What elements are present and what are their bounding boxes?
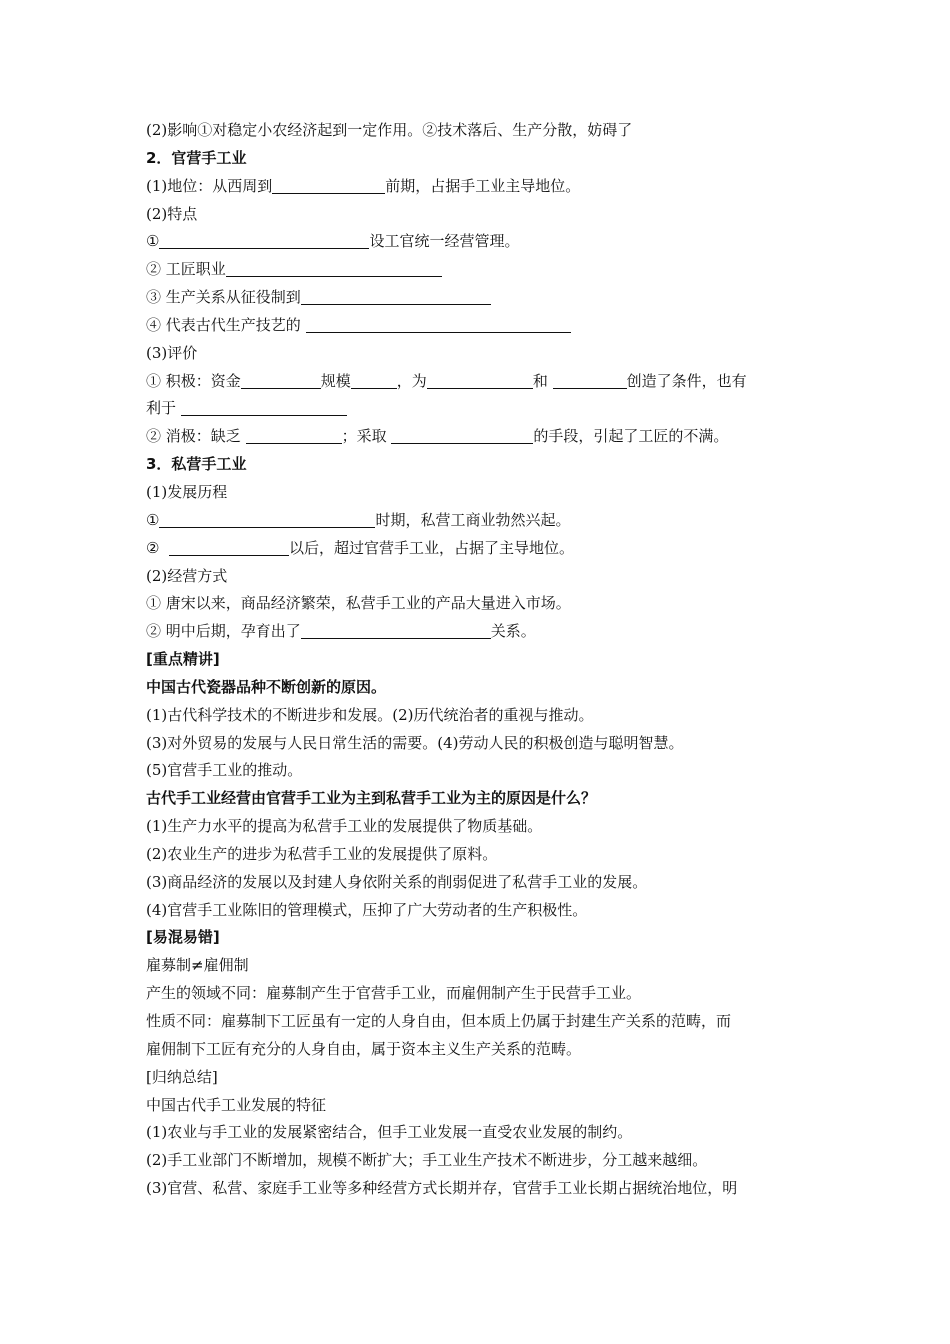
text-segment: ，为 <box>396 371 427 390</box>
text-line: 中国古代手工业发展的特征 <box>146 1095 327 1114</box>
text-line: (2)手工业部门不断增加，规模不断扩大；手工业生产技术不断进步，分工越来越细。 <box>146 1151 708 1170</box>
text-line: (1)农业与手工业的发展紧密结合，但手工业发展一直受农业发展的制约。 <box>146 1123 633 1142</box>
fill-blank[interactable] <box>301 621 491 639</box>
text-segment: ② 明中后期，孕育出了 <box>146 622 301 641</box>
text-segment: 时期，私营工商业勃然兴起。 <box>375 510 571 529</box>
text-line: (2)影响①对稳定小农经济起到一定作用。②技术落后、生产分散，妨碍了 <box>146 121 633 139</box>
text-line <box>146 312 810 340</box>
text-segment: 创造了条件，也有 <box>626 371 747 390</box>
fill-blank[interactable] <box>181 398 347 416</box>
fill-blank[interactable] <box>306 315 571 333</box>
text-segment: 的手段，引起了工匠的不满。 <box>533 427 729 446</box>
text-line: (3)官营、私营、家庭手工业等多种经营方式长期并存，官营手工业长期占据统治地位，明 <box>146 1179 738 1198</box>
fill-blank[interactable] <box>159 510 375 528</box>
section-heading: 2．官营手工业 <box>146 148 247 167</box>
text-line <box>146 228 810 256</box>
text-line: (5)官营手工业的推动。 <box>146 761 303 780</box>
text-segment: 和 <box>532 371 548 390</box>
text-line <box>146 618 810 646</box>
text-segment: 以后，超过官营手工业，占据了主导地位。 <box>289 538 575 557</box>
fill-blank[interactable] <box>169 538 289 556</box>
text-segment: ；采取 <box>341 427 387 446</box>
text-line <box>146 256 810 284</box>
text-line: 产生的领域不同：雇募制产生于官营手工业，而雇佣制产生于民营手工业。 <box>146 984 642 1003</box>
text-segment: ① <box>146 232 160 251</box>
question-heading: 中国古代瓷器品种不断创新的原因。 <box>146 677 387 696</box>
question-heading: 古代手工业经营由官营手工业为主到私营手工业为主的原因是什么？ <box>146 789 597 808</box>
fill-blank[interactable] <box>159 231 369 249</box>
text-line: ① 唐宋以来，商品经济繁荣，私营手工业的产品大量进入市场。 <box>146 594 571 613</box>
text-line: (3)对外贸易的发展与人民日常生活的需要。(4)劳动人民的积极创造与聪明智慧。 <box>146 733 684 752</box>
text-line: (1)发展历程 <box>146 482 228 501</box>
text-line <box>146 423 810 451</box>
fill-blank[interactable] <box>553 371 627 389</box>
section-label: [易混易错] <box>146 928 220 947</box>
text-segment: ② 消极：缺乏 <box>146 427 241 446</box>
text-line: (3)商品经济的发展以及封建人身依附关系的削弱促进了私营手工业的发展。 <box>146 872 648 891</box>
fill-blank[interactable] <box>391 426 533 444</box>
text-segment: ② <box>146 538 160 557</box>
text-line: (3)评价 <box>146 343 198 362</box>
text-line: (2)农业生产的进步为私营手工业的发展提供了原料。 <box>146 844 498 863</box>
text-segment: 规模 <box>320 371 351 390</box>
text-line: 雇募制≠雇佣制 <box>146 956 249 975</box>
text-line: (2)特点 <box>146 204 198 223</box>
text-segment: ① <box>146 510 160 529</box>
text-segment: ② 工匠职业 <box>146 260 226 279</box>
text-line <box>146 368 810 396</box>
text-segment: 设工官统一经营管理。 <box>369 232 520 251</box>
fill-blank[interactable] <box>301 287 491 305</box>
text-line: (1)古代科学技术的不断进步和发展。(2)历代统治者的重视与推动。 <box>146 705 594 724</box>
text-segment: ③ 生产关系从征役制到 <box>146 288 301 307</box>
section-label: [归纳总结] <box>146 1067 218 1086</box>
document-page <box>146 117 810 1203</box>
section-label: [重点精讲] <box>146 650 220 669</box>
text-line: (1)生产力水平的提高为私营手工业的发展提供了物质基础。 <box>146 817 543 836</box>
fill-blank[interactable] <box>246 426 342 444</box>
text-segment: 前期，占据手工业主导地位。 <box>385 176 581 195</box>
text-line <box>146 173 810 201</box>
text-line <box>146 535 810 563</box>
fill-blank[interactable] <box>351 371 397 389</box>
fill-blank[interactable] <box>427 371 533 389</box>
fill-blank[interactable] <box>272 176 385 194</box>
text-line <box>146 284 810 312</box>
section-heading: 3．私营手工业 <box>146 455 247 474</box>
text-line <box>146 507 810 535</box>
fill-blank[interactable] <box>226 259 442 277</box>
text-line: 性质不同：雇募制下工匠虽有一定的人身自由，但本质上仍属于封建生产关系的范畴，而 <box>146 1012 732 1030</box>
fill-blank[interactable] <box>241 371 321 389</box>
text-line <box>146 395 810 423</box>
text-segment: 利于 <box>146 399 177 418</box>
text-segment: 关系。 <box>490 622 536 641</box>
text-segment: ④ 代表古代生产技艺的 <box>146 315 301 334</box>
text-segment: ① 积极：资金 <box>146 371 241 390</box>
text-line: (4)官营手工业陈旧的管理模式，压抑了广大劳动者的生产积极性。 <box>146 900 588 919</box>
text-segment: (1)地位：从西周到 <box>146 176 273 195</box>
text-line: (2)经营方式 <box>146 566 228 585</box>
text-line: 雇佣制下工匠有充分的人身自由，属于资本主义生产关系的范畴。 <box>146 1039 582 1058</box>
